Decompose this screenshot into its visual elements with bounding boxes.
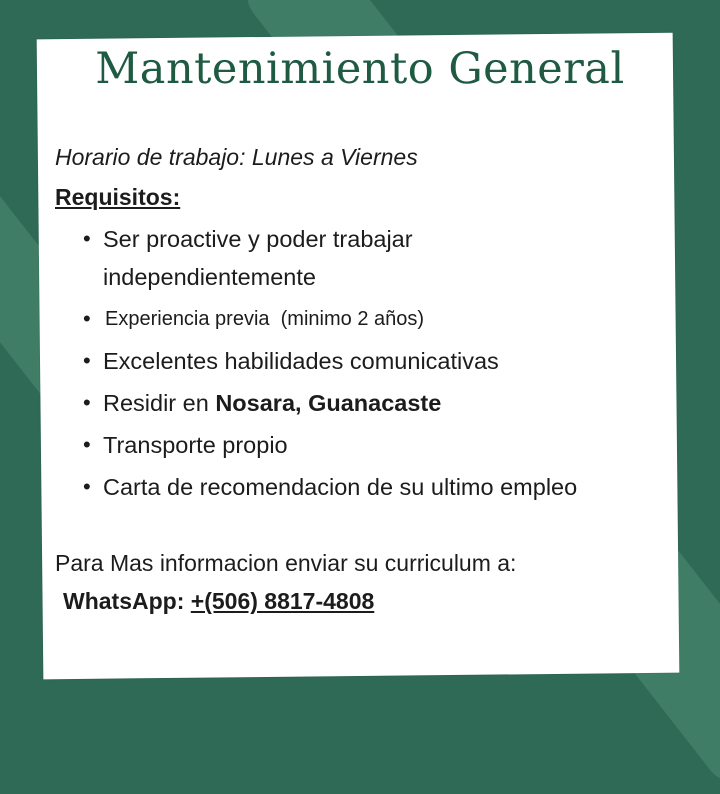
- list-item: [55, 426, 675, 464]
- requirement-text: Experiencia previa (minimo 2 años): [105, 308, 425, 330]
- bullet-icon: •: [83, 474, 91, 499]
- work-schedule: Horario de trabajo: Lunes a Viernes: [55, 144, 418, 170]
- bullet-icon: •: [83, 226, 91, 251]
- list-item: [55, 384, 675, 422]
- bullet-icon: •: [83, 306, 91, 331]
- whatsapp-contact: [63, 584, 675, 618]
- list-item: [55, 342, 675, 380]
- list-item: [55, 468, 675, 506]
- requirement-text: Residir en: [103, 390, 216, 416]
- requirement-text: Excelentes habilidades comunicativas: [103, 348, 499, 374]
- requirement-text: Ser proactive y poder trabajar independientemente: [103, 226, 413, 290]
- requirements-heading: Requisitos:: [55, 184, 181, 210]
- page-title: Mantenimiento General: [95, 44, 625, 94]
- location-text: Nosara, Guanacaste: [215, 390, 442, 416]
- bullet-icon: •: [83, 348, 91, 373]
- list-item: [55, 220, 523, 296]
- list-item: [55, 300, 675, 338]
- bullet-icon: •: [83, 432, 91, 457]
- requirement-text: Transporte propio: [103, 432, 288, 458]
- job-details: [55, 140, 675, 618]
- whatsapp-label: WhatsApp:: [63, 588, 191, 614]
- requirements-list: [55, 220, 675, 506]
- bullet-icon: •: [83, 390, 91, 415]
- contact-intro: Para Mas informacion enviar su curriculum a:: [55, 550, 517, 576]
- requirement-text: Carta de recomendacion de su ultimo empleo: [103, 474, 578, 500]
- phone-link[interactable]: +(506) 8817-4808: [190, 588, 375, 614]
